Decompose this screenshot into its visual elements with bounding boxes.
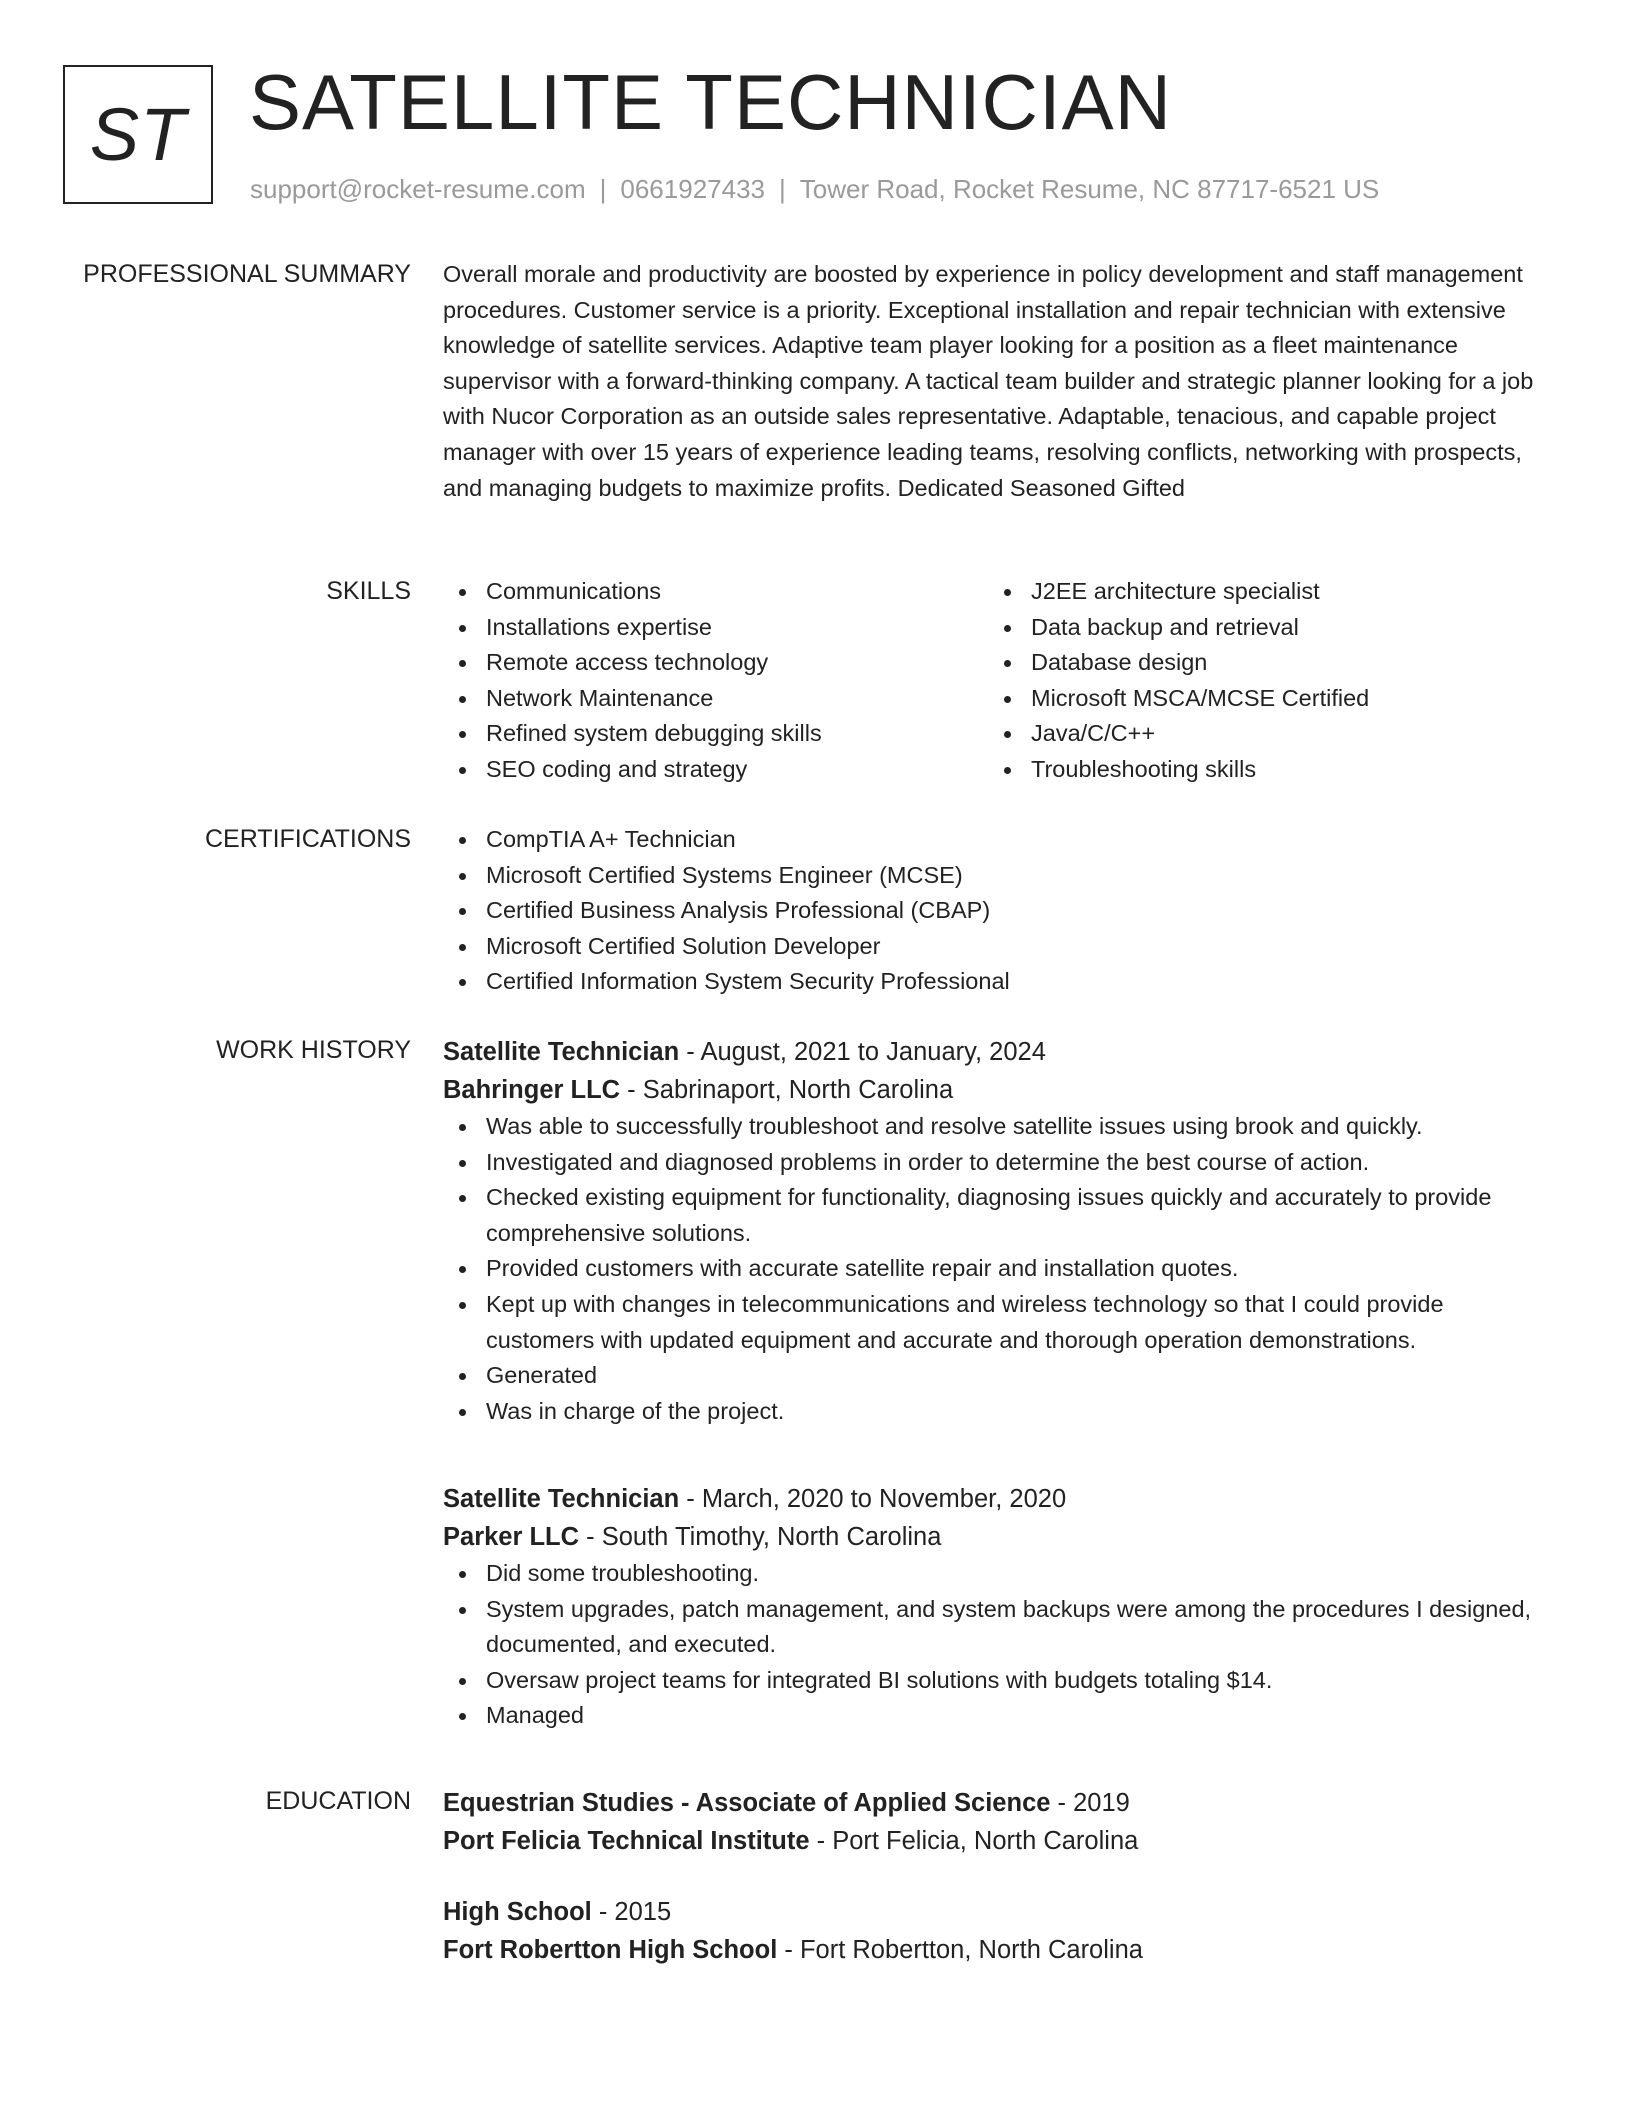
job-company-line — [443, 1071, 1553, 1109]
contact-separator: | — [779, 174, 786, 204]
skill-item: Communications — [486, 574, 988, 610]
job-bullets — [443, 1556, 1553, 1734]
resume-title: SATELLITE TECHNICIAN — [249, 58, 1172, 146]
contact-email: support@rocket-resume.com — [250, 174, 586, 204]
skill-item: Refined system debugging skills — [486, 716, 988, 752]
job-location: - Sabrinaport, North Carolina — [620, 1076, 954, 1104]
job-bullet: Was able to successfully troubleshoot and resolve satellite issues using brook and quickly. — [486, 1109, 1553, 1145]
school-line — [443, 1931, 1553, 1969]
job-bullet: Investigated and diagnosed problems in order to determine the best course of action. — [486, 1145, 1553, 1181]
degree-name: High School — [443, 1898, 592, 1926]
section-label-certifications: CERTIFICATIONS — [204, 825, 411, 853]
certification-item: Certified Business Analysis Professional (CBAP) — [486, 893, 1553, 929]
job-company-line — [443, 1518, 1553, 1556]
job-dates: - August, 2021 to January, 2024 — [679, 1038, 1046, 1066]
school-location: - Port Felicia, North Carolina — [809, 1827, 1139, 1855]
job-bullet: Did some troubleshooting. — [486, 1556, 1553, 1592]
school-line — [443, 1822, 1553, 1860]
degree-line — [443, 1893, 1553, 1931]
job-title-line — [443, 1480, 1553, 1518]
job-bullet: System upgrades, patch management, and system backups were among the procedures I designed, documented, and executed. — [486, 1592, 1553, 1663]
education-entry — [443, 1784, 1553, 1860]
section-label-skills: SKILLS — [326, 577, 411, 605]
degree-year: - 2019 — [1050, 1789, 1130, 1817]
job-title: Satellite Technician — [443, 1485, 680, 1513]
job-bullet: Kept up with changes in telecommunications and wireless technology so that I could provide customers with updated equipment and accurate and thorough operation demonstrations. — [486, 1287, 1553, 1358]
skill-item: Network Maintenance — [486, 681, 988, 717]
contact-address: Tower Road, Rocket Resume, NC 87717-6521 US — [799, 174, 1380, 204]
section-label-work: WORK HISTORY — [216, 1036, 411, 1064]
job-bullet: Managed — [486, 1698, 1553, 1734]
certification-item: Microsoft Certified Solution Developer — [486, 929, 1553, 965]
degree-name: Equestrian Studies - Associate of Applied Science — [443, 1789, 1051, 1817]
certification-item: Certified Information System Security Professional — [486, 964, 1553, 1000]
job-bullets — [443, 1109, 1553, 1429]
school-name: Port Felicia Technical Institute — [443, 1827, 810, 1855]
job-title: Satellite Technician — [443, 1038, 680, 1066]
job-entry — [443, 1480, 1553, 1734]
job-bullet: Checked existing equipment for functionality, diagnosing issues quickly and accurately to provide comprehensive solutions. — [486, 1180, 1553, 1251]
skills-list-right — [988, 574, 1533, 788]
education-entry — [443, 1893, 1553, 1969]
skill-item: Remote access technology — [486, 645, 988, 681]
monogram-badge: ST — [63, 65, 213, 204]
school-name: Fort Robertton High School — [443, 1936, 778, 1964]
job-company: Bahringer LLC — [443, 1076, 621, 1104]
degree-line — [443, 1784, 1553, 1822]
skill-item: Installations expertise — [486, 610, 988, 646]
job-bullet: Generated — [486, 1358, 1553, 1394]
skills-list-left — [443, 574, 988, 788]
skill-item: Troubleshooting skills — [1031, 752, 1533, 788]
certification-item: CompTIA A+ Technician — [486, 822, 1553, 858]
school-location: - Fort Robertton, North Carolina — [777, 1936, 1143, 1964]
summary-text: Overall morale and productivity are boosted by experience in policy development and staff management procedures. Customer service is a priority. Exceptional installation and repair technician with extensive knowledge of satellite services. Adaptive team player looking for a position as a fleet maintenance supervisor with a forward-thinking company. A tactical team builder and strategic planner looking for a job with Nucor Corporation as an outside sales representative. Adaptable, tenacious, and capable project manager with over 15 years of experience leading teams, resolving conflicts, networking with prospects, and managing budgets to maximize profits. Dedicated Seasoned Gifted — [443, 261, 1534, 501]
job-company: Parker LLC — [443, 1523, 580, 1551]
section-label-summary: PROFESSIONAL SUMMARY — [83, 260, 411, 288]
skill-item: Data backup and retrieval — [1031, 610, 1533, 646]
job-bullet: Provided customers with accurate satellite repair and installation quotes. — [486, 1251, 1553, 1287]
job-location: - South Timothy, North Carolina — [579, 1523, 942, 1551]
job-bullet: Was in charge of the project. — [486, 1394, 1553, 1430]
skill-item: Java/C/C++ — [1031, 716, 1533, 752]
job-bullet: Oversaw project teams for integrated BI solutions with budgets totaling $14. — [486, 1663, 1553, 1699]
skill-item: SEO coding and strategy — [486, 752, 988, 788]
job-title-line — [443, 1033, 1553, 1071]
degree-year: - 2015 — [591, 1898, 672, 1926]
skill-item: J2EE architecture specialist — [1031, 574, 1533, 610]
section-label-education: EDUCATION — [265, 1787, 411, 1815]
job-dates: - March, 2020 to November, 2020 — [679, 1485, 1067, 1513]
job-entry — [443, 1033, 1553, 1429]
skill-item: Database design — [1031, 645, 1533, 681]
skill-item: Microsoft MSCA/MCSE Certified — [1031, 681, 1533, 717]
contact-separator: | — [599, 174, 607, 204]
certifications-list — [443, 822, 1553, 1000]
contact-line — [250, 172, 1379, 206]
contact-phone: 0661927433 — [620, 174, 765, 204]
certification-item: Microsoft Certified Systems Engineer (MCSE) — [486, 858, 1553, 894]
